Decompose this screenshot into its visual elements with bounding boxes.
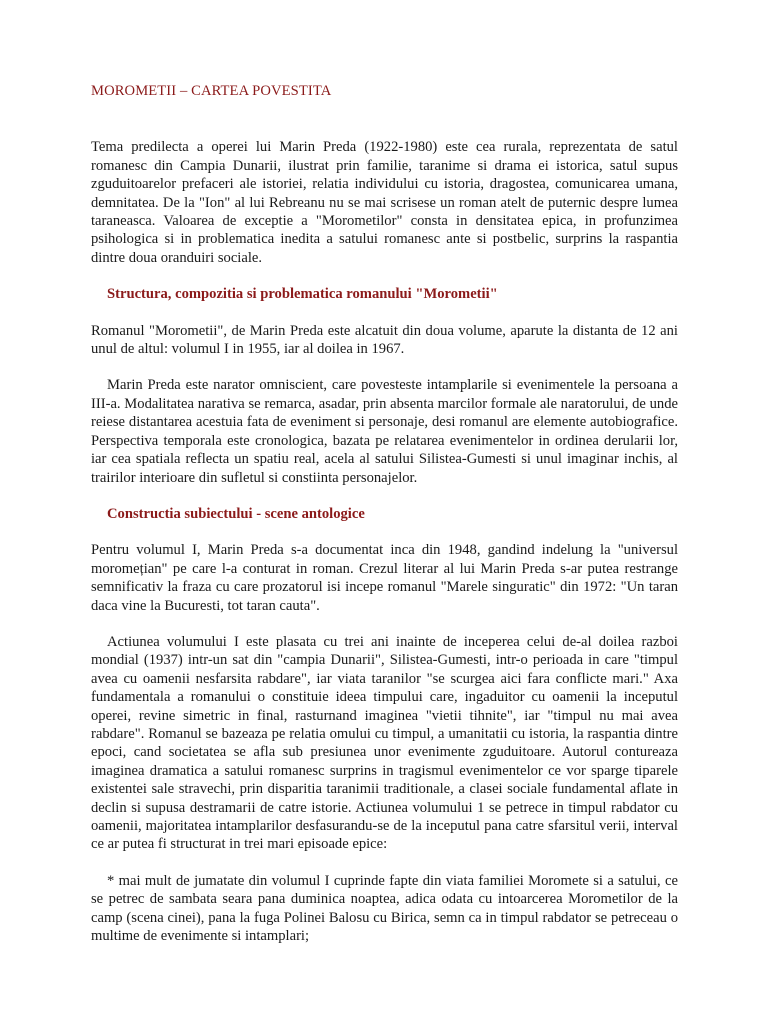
volumes-paragraph: Romanul "Morometii", de Marin Preda este alcatuit din doua volume, aparute la distanta de 12 ani unul de altul: volumul I in 1955, iar al doilea in 1967. xyxy=(91,322,678,358)
section-heading-structure: Structura, compozitia si problematica romanului "Morometii" xyxy=(107,286,498,303)
episode-one-paragraph: * mai mult de jumatate din volumul I cuprinde fapte din viata familiei Moromete si a satului, ce se petrec de sambata seara pana duminica noaptea, adica odata cu intoarcerea Morometilor de la camp (scena cinei), pana la fuga Polinei Balosu cu Birica, semn ca in timpul rabdator se petreceau o multime de evenimente si intamplari; xyxy=(91,872,678,945)
intro-paragraph: Tema predilecta a operei lui Marin Preda (1922-1980) este cea rurala, reprezentata de satul romanesc din Campia Dunarii, ilustrat prin familie, taranime si drama ei istorica, satul supus zguduitoarelor prefaceri ale istoriei, relatia individului cu istoria, dragostea, comunicarea umana, demnitatea. De la "Ion" al lui Rebreanu nu se mai scrisese un roman atelt de puternic despre lumea taraneasca. Valoarea de exceptie a "Morometilor" consta in densitatea epica, in profunzimea psihologica si in problematica inedita a satului romanesc ante si postbelic, surprins la raspantia dintre doua oranduiri sociale. xyxy=(91,139,678,266)
section-heading-subject: Constructia subiectului - scene antologice xyxy=(107,505,365,522)
action-paragraph: Actiunea volumului I este plasata cu trei ani inainte de inceperea celui de-al doilea razboi mondial (1937) intr-un sat din "campia Dunarii", Silistea-Gumesti, intr-o perioada in care "timpul avea cu oamenii nesfarsita rabdare", iar viata taranilor "se scurgea aici fara conflicte mari." Axa fundamentala a romanului o constituie ideea timpului care, ingaduitor cu oamenii la inceputul operei, revine simetric in final, rasturnand imaginea "vietii tihnite", iar "timpul nu mai avea rabdare". Romanul se bazeaza pe relatia omului cu timpul, a umanitatii cu istoria, la raspantia dintre epoci, cand societatea se afla sub presiunea unor evenimente zguduitoare. Autorul contureaza imaginea dramatica a satului romanesc surprins in tragismul evenimentelor ce vor sparge tiparele existentei sale stravechi, prin disparitia taranimii traditionale, a clasei sociale fundamental aflate in declin si supusa destramarii de catre istorie. Actiunea volumului 1 se petrece in timpul rabdator cu oamenii, majoritatea intamplarilor desfasurandu-se de la inceputul pana catre sfarsitul verii, interval ce ar putea fi structurat in trei mari episoade epice: xyxy=(91,633,678,853)
documentation-paragraph: Pentru volumul I, Marin Preda s-a documentat inca din 1948, gandind indelung la "universul moromețian" pe care l-a conturat in roman. Crezul literar al lui Marin Preda s-ar putea restrange semnificativ la fraza cu care prozatorul isi incepe romanul "Marele singuratic" din 1972: "Un taran daca vine la Bucuresti, tot taran cauta". xyxy=(91,542,678,614)
narrator-paragraph: Marin Preda este narator omniscient, care povesteste intamplarile si evenimentele la persoana a III-a. Modalitatea narativa se remarca, asadar, prin absenta marcilor formale ale naratorului, de unde reiese distantarea acestuia fata de eveniment si personaje, desi romanul are elemente autobiografice. Perspectiva temporala este cronologica, bazata pe relatarea evenimentelor in ordinea derularii lor, iar cea spatiala reflecta un spatiu real, acela al satului Silistea-Gumesti si unul imaginar inchis, al trairilor interioare din sufletul si constiinta personajelor. xyxy=(91,377,678,486)
document-title: MOROMETII – CARTEA POVESTITA xyxy=(91,83,332,99)
document-page xyxy=(91,82,678,963)
